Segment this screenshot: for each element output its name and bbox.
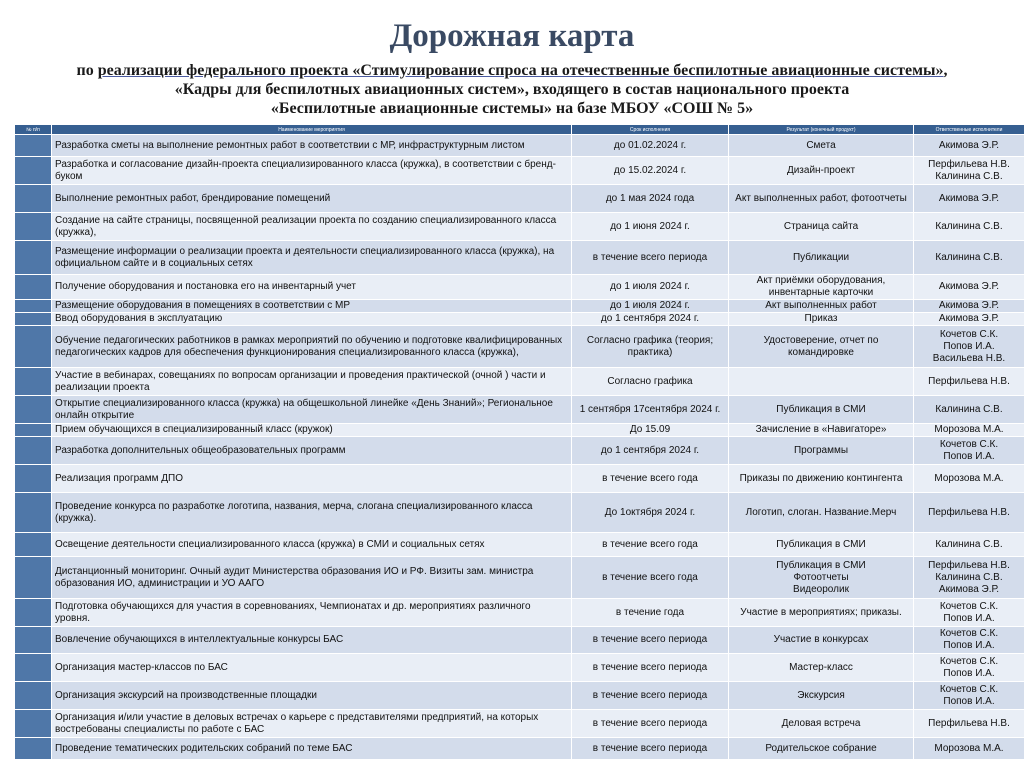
deadline-cell: в течение всего года: [572, 465, 729, 493]
result-cell: Публикация в СМИ: [729, 533, 914, 557]
activity-cell: Участие в вебинарах, совещаниях по вопросам организации и проведения практической (очной ) части и реализации проекта: [52, 368, 572, 396]
responsible-cell: Перфильева Н.В.: [914, 493, 1024, 533]
deadline-cell: до 1 июля 2024 г.: [572, 300, 729, 313]
responsible-cell: Акимова Э.Р.: [914, 300, 1024, 313]
row-number-cell: [15, 710, 52, 738]
row-number-cell: [15, 557, 52, 599]
row-number-cell: [15, 313, 52, 326]
row-number-cell: [15, 275, 52, 300]
responsible-cell: Акимова Э.Р.: [914, 275, 1024, 300]
roadmap-table: [14, 124, 1024, 760]
responsible-cell: Перфильева Н.В.: [914, 710, 1024, 738]
activity-cell: Размещение оборудования в помещениях в соответствии с МР: [52, 300, 572, 313]
deadline-cell: в течение всего периода: [572, 627, 729, 654]
activity-cell: Освещение деятельности специализированного класса (кружка) в СМИ и социальных сетях: [52, 533, 572, 557]
result-cell: Деловая встреча: [729, 710, 914, 738]
activity-cell: Дистанционный мониторинг. Очный аудит Министерства образования ИО и РФ. Визиты зам. министра образования ИО, администрации и УО ААГО: [52, 557, 572, 599]
row-number-cell: [15, 424, 52, 437]
table-row: [15, 313, 1024, 326]
row-number-cell: [15, 627, 52, 654]
table-row: [15, 533, 1024, 557]
activity-cell: Организация и/или участие в деловых встречах о карьере с представителями предприятий, на которых востребованы специалисты по работе с БАС: [52, 710, 572, 738]
deadline-cell: до 15.02.2024 г.: [572, 157, 729, 185]
header-responsible: Ответственные исполнители: [914, 125, 1024, 135]
header-result: Результат (конечный продукт): [729, 125, 914, 135]
header-number: № п/п: [15, 125, 52, 135]
responsible-cell: Акимова Э.Р.: [914, 313, 1024, 326]
table-header-row: [15, 125, 1024, 135]
result-cell: Программы: [729, 437, 914, 465]
table-row: [15, 241, 1024, 275]
responsible-cell: Перфильева Н.В.: [914, 368, 1024, 396]
deadline-cell: в течение всего периода: [572, 682, 729, 710]
row-number-cell: [15, 533, 52, 557]
deadline-cell: в течение всего периода: [572, 241, 729, 275]
activity-cell: Выполнение ремонтных работ, брендирование помещений: [52, 185, 572, 213]
table-row: [15, 627, 1024, 654]
table-row: [15, 493, 1024, 533]
row-number-cell: [15, 135, 52, 157]
row-number-cell: [15, 300, 52, 313]
table-row: [15, 396, 1024, 424]
deadline-cell: до 1 сентября 2024 г.: [572, 437, 729, 465]
activity-cell: Организация экскурсий на производственные площадки: [52, 682, 572, 710]
table-row: [15, 326, 1024, 368]
table-row: [15, 300, 1024, 313]
activity-cell: Вовлечение обучающихся в интеллектуальные конкурсы БАС: [52, 627, 572, 654]
deadline-cell: до 1 июня 2024 г.: [572, 213, 729, 241]
deadline-cell: в течение всего периода: [572, 710, 729, 738]
table-row: [15, 710, 1024, 738]
deadline-cell: Согласно графика: [572, 368, 729, 396]
responsible-cell: Перфильева Н.В. Калинина С.В.: [914, 157, 1024, 185]
table-row: [15, 213, 1024, 241]
result-cell: Публикации: [729, 241, 914, 275]
deadline-cell: до 01.02.2024 г.: [572, 135, 729, 157]
row-number-cell: [15, 368, 52, 396]
activity-cell: Разработка и согласование дизайн-проекта специализированного класса (кружка), в соответствии с бренд-буком: [52, 157, 572, 185]
page-title: Дорожная карта: [389, 18, 635, 54]
table-row: [15, 654, 1024, 682]
table-row: [15, 599, 1024, 627]
table-row: [15, 185, 1024, 213]
result-cell: [729, 368, 914, 396]
result-cell: Страница сайта: [729, 213, 914, 241]
result-cell: Дизайн-проект: [729, 157, 914, 185]
deadline-cell: в течение всего года: [572, 557, 729, 599]
table-row: [15, 135, 1024, 157]
table-row: [15, 424, 1024, 437]
responsible-cell: Кочетов С.К. Попов И.А.: [914, 627, 1024, 654]
responsible-cell: Кочетов С.К. Попов И.А.: [914, 682, 1024, 710]
table-row: [15, 368, 1024, 396]
result-cell: Приказы по движению контингента: [729, 465, 914, 493]
row-number-cell: [15, 493, 52, 533]
activity-cell: Проведение тематических родительских собраний по теме БАС: [52, 738, 572, 760]
result-cell: Зачисление в «Навигаторе»: [729, 424, 914, 437]
responsible-cell: Морозова М.А.: [914, 465, 1024, 493]
result-cell: Смета: [729, 135, 914, 157]
row-number-cell: [15, 241, 52, 275]
result-cell: Акт выполненных работ: [729, 300, 914, 313]
activity-cell: Подготовка обучающихся для участия в соревнованиях, Чемпионатах и др. мероприятиях различного уровня.: [52, 599, 572, 627]
header-activity: Наименование мероприятия: [52, 125, 572, 135]
deadline-cell: 1 сентября 17сентября 2024 г.: [572, 396, 729, 424]
activity-cell: Проведение конкурса по разработке логотипа, названия, мерча, слогана специализированного класса (кружка).: [52, 493, 572, 533]
subtitle-line-2: «Кадры для беспилотных авиационных систем», входящего в состав национального проекта: [174, 81, 850, 98]
row-number-cell: [15, 185, 52, 213]
responsible-cell: Кочетов С.К. Попов И.А.: [914, 599, 1024, 627]
page-subtitle: [0, 61, 1024, 118]
row-number-cell: [15, 437, 52, 465]
activity-cell: Организация мастер-классов по БАС: [52, 654, 572, 682]
row-number-cell: [15, 326, 52, 368]
row-number-cell: [15, 738, 52, 760]
row-number-cell: [15, 599, 52, 627]
row-number-cell: [15, 396, 52, 424]
deadline-cell: Согласно графика (теория; практика): [572, 326, 729, 368]
subtitle-project-name: реализации федерального проекта «Стимулирование спроса на отечественные беспилотные авиационные системы»: [97, 62, 944, 79]
table-row: [15, 465, 1024, 493]
header-deadline: Срок исполнения: [572, 125, 729, 135]
result-cell: Удостоверение, отчет по командировке: [729, 326, 914, 368]
deadline-cell: До 1октября 2024 г.: [572, 493, 729, 533]
result-cell: Публикация в СМИ Фотоотчеты Видеоролик: [729, 557, 914, 599]
table-row: [15, 557, 1024, 599]
subtitle-prefix: по: [76, 62, 98, 79]
responsible-cell: Калинина С.В.: [914, 241, 1024, 275]
result-cell: Экскурсия: [729, 682, 914, 710]
result-cell: Логотип, слоган. Название.Мерч: [729, 493, 914, 533]
responsible-cell: Калинина С.В.: [914, 396, 1024, 424]
result-cell: Мастер-класс: [729, 654, 914, 682]
result-cell: Акт приёмки оборудования, инвентарные карточки: [729, 275, 914, 300]
responsible-cell: Кочетов С.К. Попов И.А.: [914, 437, 1024, 465]
activity-cell: Разработка сметы на выполнение ремонтных работ в соответствии с МР, инфраструктурным листом: [52, 135, 572, 157]
responsible-cell: Морозова М.А.: [914, 424, 1024, 437]
table-row: [15, 157, 1024, 185]
deadline-cell: до 1 июля 2024 г.: [572, 275, 729, 300]
row-number-cell: [15, 682, 52, 710]
activity-cell: Реализация программ ДПО: [52, 465, 572, 493]
subtitle-line-1: [0, 61, 1024, 80]
activity-cell: Получение оборудования и постановка его на инвентарный учет: [52, 275, 572, 300]
table-row: [15, 682, 1024, 710]
deadline-cell: до 1 мая 2024 года: [572, 185, 729, 213]
row-number-cell: [15, 157, 52, 185]
responsible-cell: Акимова Э.Р.: [914, 135, 1024, 157]
deadline-cell: До 15.09: [572, 424, 729, 437]
subtitle-suffix: ,: [943, 62, 948, 79]
result-cell: Публикация в СМИ: [729, 396, 914, 424]
row-number-cell: [15, 465, 52, 493]
table-row: [15, 738, 1024, 760]
responsible-cell: Кочетов С.К. Попов И.А. Васильева Н.В.: [914, 326, 1024, 368]
activity-cell: Создание на сайте страницы, посвященной реализации проекта по созданию специализированного класса (кружка),: [52, 213, 572, 241]
subtitle-line-3: «Беспилотные авиационные системы» на базе МБОУ «СОШ № 5»: [270, 100, 754, 117]
result-cell: Акт выполненных работ, фотоотчеты: [729, 185, 914, 213]
deadline-cell: в течение всего периода: [572, 654, 729, 682]
result-cell: Родительское собрание: [729, 738, 914, 760]
result-cell: Участие в конкурсах: [729, 627, 914, 654]
deadline-cell: до 1 сентября 2024 г.: [572, 313, 729, 326]
activity-cell: Ввод оборудования в эксплуатацию: [52, 313, 572, 326]
responsible-cell: Акимова Э.Р.: [914, 185, 1024, 213]
activity-cell: Размещение информации о реализации проекта и деятельности специализированного класса (кружка), на официальном сайте и в социальных сетях: [52, 241, 572, 275]
responsible-cell: Кочетов С.К. Попов И.А.: [914, 654, 1024, 682]
table-row: [15, 437, 1024, 465]
responsible-cell: Калинина С.В.: [914, 213, 1024, 241]
activity-cell: Обучение педагогических работников в рамках мероприятий по обучению и подготовке квалифицированных педагогических кадров для обеспечения функционирования специализированного класса (кружка),: [52, 326, 572, 368]
activity-cell: Открытие специализированного класса (кружка) на общешкольной линейке «День Знаний»; Региональное онлайн открытие: [52, 396, 572, 424]
deadline-cell: в течение всего периода: [572, 738, 729, 760]
result-cell: Приказ: [729, 313, 914, 326]
responsible-cell: Перфильева Н.В. Калинина С.В. Акимова Э.Р.: [914, 557, 1024, 599]
roadmap-body: [15, 135, 1024, 760]
row-number-cell: [15, 654, 52, 682]
activity-cell: Разработка дополнительных общеобразовательных программ: [52, 437, 572, 465]
deadline-cell: в течение всего года: [572, 533, 729, 557]
table-row: [15, 275, 1024, 300]
deadline-cell: в течение года: [572, 599, 729, 627]
responsible-cell: Калинина С.В.: [914, 533, 1024, 557]
result-cell: Участие в мероприятиях; приказы.: [729, 599, 914, 627]
activity-cell: Прием обучающихся в специализированный класс (кружок): [52, 424, 572, 437]
row-number-cell: [15, 213, 52, 241]
responsible-cell: Морозова М.А.: [914, 738, 1024, 760]
